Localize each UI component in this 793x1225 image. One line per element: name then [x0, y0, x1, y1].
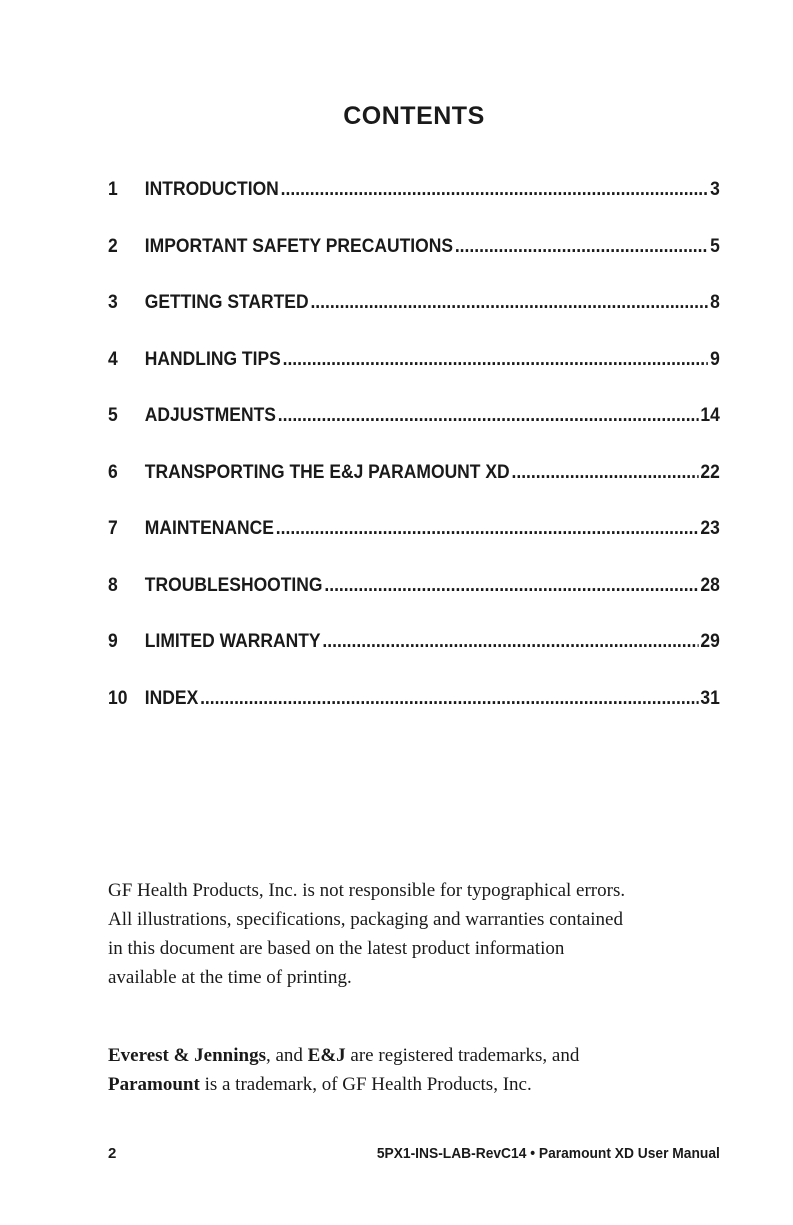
toc-leader [276, 511, 699, 547]
toc-page: 31 [700, 687, 720, 709]
toc-leader [278, 398, 699, 434]
toc-page: 9 [710, 348, 720, 370]
toc-page: 14 [700, 405, 720, 426]
toc-number: 2 [108, 235, 118, 257]
trademark-text: , and [265, 1045, 308, 1066]
toc-page: 8 [710, 292, 720, 313]
toc-entry[interactable] [108, 455, 720, 512]
toc-label: INTRODUCTION [144, 179, 279, 200]
disclaimer-line: All illustrations, specifications, packaging and warranties contained [108, 909, 623, 930]
trademark-text: are registered trademarks, and [345, 1045, 580, 1066]
toc-label: ADJUSTMENTS [144, 405, 276, 426]
toc-label: IMPORTANT SAFETY PRECAUTIONS [144, 235, 453, 257]
toc-entry[interactable] [108, 511, 720, 568]
toc-number: 6 [108, 461, 118, 483]
toc-entry[interactable] [108, 568, 720, 625]
brand-ej: E&J [307, 1045, 346, 1066]
disclaimer-text [108, 876, 748, 992]
toc-leader [281, 172, 709, 208]
toc-leader [324, 568, 698, 604]
toc-label: TRANSPORTING THE E&J PARAMOUNT XD [144, 461, 510, 483]
page-number: 2 [108, 1145, 117, 1162]
toc-number: 7 [108, 518, 118, 539]
toc-number: 5 [108, 405, 118, 426]
toc-entry[interactable] [108, 624, 720, 681]
brand-everest-jennings: Everest & Jennings [108, 1045, 266, 1066]
toc-page: 3 [710, 179, 720, 200]
toc-leader [283, 342, 709, 378]
toc-leader [310, 285, 708, 321]
toc-label: HANDLING TIPS [144, 348, 281, 370]
toc-leader [511, 455, 698, 491]
toc-leader [322, 624, 698, 660]
toc-number: 3 [108, 292, 118, 313]
disclaimer-line: available at the time of printing. [108, 967, 352, 988]
toc-page: 5 [710, 235, 720, 257]
page-title: CONTENTS [343, 102, 485, 130]
toc-label: MAINTENANCE [144, 518, 274, 539]
trademark-text: is a trademark, of GF Health Products, Inc. [199, 1074, 532, 1095]
toc-number: 8 [108, 574, 118, 596]
toc-page: 29 [700, 631, 720, 652]
toc-entry[interactable] [108, 172, 720, 229]
toc-number: 10 [108, 687, 128, 709]
document-id: 5PX1-INS-LAB-RevC14 • Paramount XD User Manual [376, 1145, 720, 1162]
toc-leader [455, 229, 708, 265]
brand-paramount: Paramount [108, 1074, 200, 1095]
toc-entry[interactable] [108, 681, 720, 738]
toc-page: 23 [700, 518, 720, 539]
toc-entry[interactable] [108, 285, 720, 342]
toc-leader [200, 681, 698, 717]
toc-page: 28 [700, 574, 720, 596]
toc-entry[interactable] [108, 229, 720, 286]
toc-label: TROUBLESHOOTING [144, 574, 323, 596]
toc-number: 9 [108, 631, 118, 652]
toc-label: INDEX [144, 687, 199, 709]
trademark-notice [108, 1041, 748, 1099]
disclaimer-line: GF Health Products, Inc. is not responsible for typographical errors. [108, 880, 626, 901]
toc-number: 4 [108, 348, 118, 370]
toc-page: 22 [700, 461, 720, 483]
disclaimer-line: in this document are based on the latest product information [108, 938, 565, 959]
toc-label: LIMITED WARRANTY [144, 631, 321, 652]
toc-number: 1 [108, 179, 118, 200]
toc-entry[interactable] [108, 342, 720, 399]
toc-entry[interactable] [108, 398, 720, 455]
table-of-contents [108, 172, 720, 737]
page-footer [108, 1145, 720, 1162]
trademark-line-2 [108, 1070, 748, 1099]
toc-label: GETTING STARTED [144, 292, 309, 313]
trademark-line-1 [108, 1041, 748, 1070]
